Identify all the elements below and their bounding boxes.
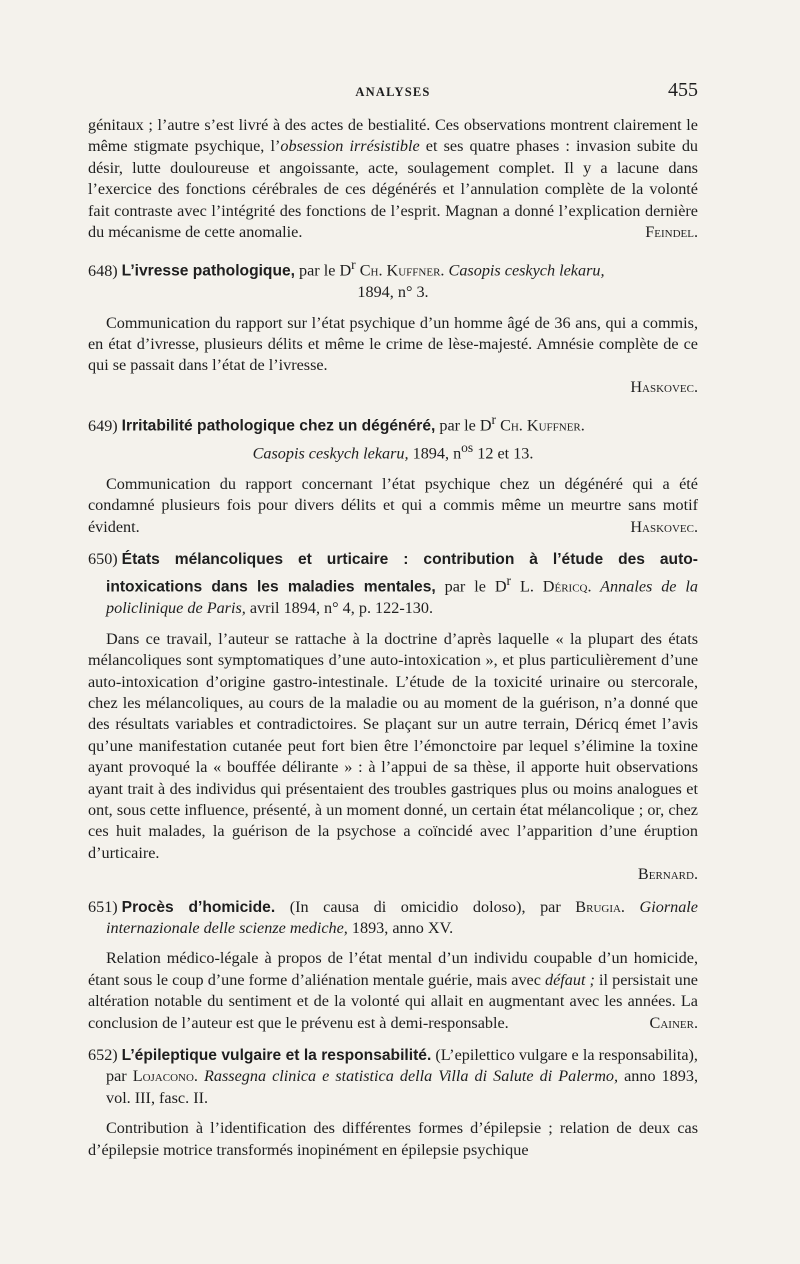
entry-651-body	[88, 948, 698, 1034]
entry-649-ref-end: 12 et 13.	[473, 444, 534, 463]
page-number: 455	[668, 79, 698, 101]
entry-651-title: Procès d’homicide.	[121, 898, 276, 916]
entry-652-ref: anno 1893, vol. III, fasc. II.	[106, 1067, 699, 1107]
entry-650-ref: avril 1894, n° 4, p. 122-130.	[245, 599, 434, 618]
entry-648-journal: Casopis ceskych lekaru,	[444, 261, 605, 280]
intro-italic: obsession irrésistible	[280, 137, 420, 156]
running-header	[88, 79, 698, 109]
entry-650-heading	[88, 549, 698, 620]
intro-text-b: et ses quatre phases : invasion subite du désir, lutte douloureuse et angoissante, acte, soulagement complet. Il y a lacune dans l’exercice des fonctions cérébrales de ces dégénérés et l’annulation complète de la volonté fait contraste avec l’intégrité des fonctions de l’esprit. Magnan a donné l’explication dernière du mécanisme de cette anomalie.	[88, 137, 699, 242]
entry-648-body: Communication du rapport sur l’état psychique d’un homme âgé de 36 ans, qui a commis, en état d’ivresse, plusieurs délits et même le crime de lèse-majesté. Amnésie complète de ce qui se passait dans l’état de l’ivresse.	[88, 313, 698, 375]
entry-649-ref-line	[88, 437, 698, 465]
entry-649-ref-sup: os	[461, 440, 474, 456]
entry-649-body-text: Communication du rapport concernant l’état psychique chez un dégénéré qui a été condamné plusieurs fois pour divers délits et qui a commis même un meurtre sans motif évident.	[88, 474, 698, 536]
intro-signature: Feindel.	[645, 223, 698, 242]
entry-650-by: par le D	[435, 577, 507, 596]
entry-651-body-b: il persistait une altération notable du sentiment et de la volonté qui allait en augmentant avec les années. La conclusion de l’auteur est que le prévenu est à demi-responsable.	[88, 970, 698, 1032]
entry-649-author: Ch. Kuffner.	[496, 416, 585, 435]
entry-651-ref: 1893, anno XV.	[347, 918, 454, 937]
entry-650-sup: r	[506, 573, 512, 589]
entry-651-author: Brugia.	[560, 897, 625, 916]
entry-651-number: 651)	[88, 897, 118, 916]
entry-649	[88, 409, 698, 538]
entry-652	[88, 1045, 698, 1161]
entry-652-body: Contribution à l’identification des différentes formes d’épilepsie ; relation de deux cas d’épilepsie motrice transformés inopinément en épilepsie psychique	[88, 1119, 698, 1159]
entry-652-heading	[88, 1045, 698, 1109]
intro-paragraph	[88, 115, 698, 243]
entry-648-signature: Haskovec.	[630, 377, 698, 396]
entry-648-heading	[88, 254, 698, 282]
entry-652-journal: Rassegna clinica e statistica della Villa di Salute di Palermo,	[197, 1067, 619, 1086]
entry-652-number: 652)	[88, 1046, 118, 1064]
entry-649-signature: Haskovec.	[630, 517, 698, 536]
entry-648-sup: r	[351, 257, 356, 273]
entry-650-author: L. Déricq.	[511, 577, 592, 596]
entry-651-signature: Cainer.	[649, 1013, 698, 1032]
entry-652-author: Lojacono.	[126, 1067, 198, 1086]
entry-649-journal: Casopis ceskych lekaru,	[252, 444, 409, 463]
entry-648-title: L’ivresse pathologique,	[121, 262, 295, 280]
entry-648-by: par le D	[294, 261, 352, 280]
entry-652-orig: (L’epilettico vulgare e la responsabilita), par	[106, 1046, 698, 1086]
entry-649-sup: r	[491, 412, 497, 428]
entry-651-orig: (In causa di omicidio doloso), par	[275, 897, 561, 916]
entry-648-number: 648)	[88, 261, 118, 280]
entry-649-heading	[88, 409, 698, 437]
entry-649-number: 649)	[88, 416, 118, 435]
entry-652-title: L’épileptique vulgaire et la responsabilité.	[121, 1047, 432, 1064]
entry-648-ref: 1894, n° 3.	[357, 283, 429, 302]
entry-650-number: 650)	[88, 550, 118, 569]
entry-649-title: Irritabilité pathologique chez un dégénéré,	[121, 417, 436, 435]
entry-651	[88, 897, 698, 1034]
entry-650-body: Dans ce travail, l’auteur se rattache à la doctrine d’après laquelle « la plupart des états mélancoliques sont symptomatiques d’une auto-intoxication », et plus particulièrement d’une auto-intoxication d’origine gastro-intestinale. L’étude de la toxicité urinaire ou stercorale, chez les mélancoliques, au cours de la maladie ou au moment de la guérison, n’a donné que des résultats variables et contradictoires. Se plaçant sur un autre terrain, Déricq émet l’avis qu’une manifestation cutanée peut fort bien être l’émonctoire par lequel s’élimine la toxine ayant provoqué la « bouffée délirante » : à l’appui de sa thèse, il apporte huit observations ayant trait à des individus qui présentaient des troubles gastriques plus ou moins analogues et ont, sous cette influence, présenté, à un moment donné, un certain état mélancolique ; or, chez ces huit malades, la guérison de la psychose a coïncidé avec l’apparition d’une éruption d’urticaire.	[88, 629, 698, 862]
entry-651-body-italic: défaut ;	[545, 970, 595, 989]
entry-649-body	[88, 474, 698, 538]
intro-text-a: génitaux ; l’autre s’est livré à des actes de bestialité. Ces observations montrent clairement le même stigmate psychique, l’	[88, 116, 698, 156]
entry-650-signature: Bernard.	[637, 865, 698, 884]
header-title: ANALYSES	[355, 85, 431, 99]
entry-648-author: Ch. Kuffner.	[355, 261, 445, 280]
entry-651-body-a: Relation médico-légale à propos de l’état mental d’un individu coupable d’un homicide, étant sous le coup d’une forme d’aliénation mentale guérie, mais avec	[88, 949, 698, 989]
entry-651-heading	[88, 897, 698, 940]
entry-651-journal: Giornale internazionale delle scienze mediche,	[106, 897, 698, 937]
entry-649-ref: 1894, n	[408, 444, 462, 463]
entry-650-journal: Annales de la policlinique de Paris,	[106, 577, 699, 618]
entry-650	[88, 549, 698, 885]
page-content	[88, 115, 698, 1161]
entry-649-by: par le D	[435, 416, 492, 435]
entry-648	[88, 254, 698, 398]
entry-650-title: États mélancoliques et urticaire : contribution à l’étude des auto-intoxications dans les maladies mentales,	[106, 551, 698, 596]
